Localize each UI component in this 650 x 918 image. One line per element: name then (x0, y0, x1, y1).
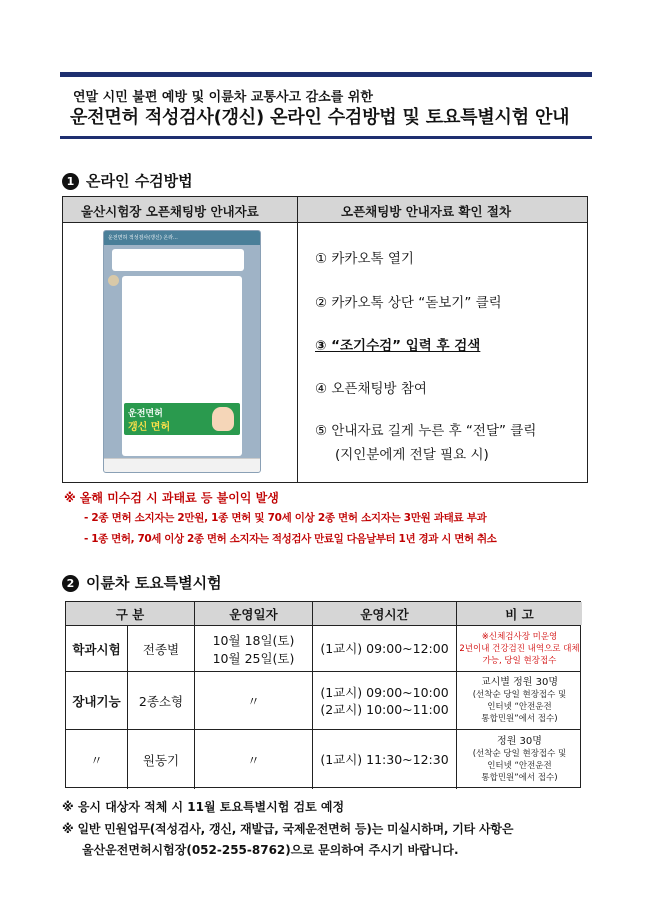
online-guide-table-header (63, 197, 587, 223)
remark-line: 교시별 정원 30명 (480, 676, 559, 688)
chat-image-banner (124, 403, 240, 435)
banner-line2: 갱신 면허 (128, 422, 171, 433)
row-subcategory: 2종소형 (128, 672, 195, 729)
section1-title: 온라인 수검방법 (86, 172, 193, 190)
time-line: (2교시) 10:00~11:00 (320, 701, 449, 717)
row-subcategory: 전종별 (128, 626, 195, 671)
penalty-warning-title: ※ 올해 미수검 시 과태료 등 불이익 발생 (64, 491, 279, 505)
col-header-procedure: 오픈채팅방 안내자료 확인 절차 (341, 204, 512, 219)
row-remarks (457, 730, 582, 789)
row-remarks (457, 672, 582, 729)
row-subcategory: 원동기 (128, 730, 195, 789)
section1-number: 1 (62, 173, 79, 190)
row-date: 〃 (195, 730, 313, 789)
remark-line: 통합민원”에서 접수) (481, 772, 558, 783)
header-subtitle: 연말 시민 불편 예방 및 이륜차 교통사고 감소를 위한 (73, 90, 373, 105)
saturday-exam-table (65, 601, 581, 788)
remark-line: 인터넷 “안전운전 (487, 760, 552, 771)
table-divider (297, 197, 298, 482)
row-time (313, 672, 457, 729)
section1-heading (62, 170, 193, 191)
section2-title: 이륜차 토요특별시험 (86, 574, 222, 592)
kakao-chat-screenshot (103, 230, 261, 473)
table-row (66, 730, 580, 789)
row-time (313, 730, 457, 789)
time-line: (1교시) 11:30~12:30 (320, 752, 449, 767)
remark-line: ※신체검사장 미운영 (481, 631, 558, 642)
chat-title-bar: 운전면허 적성검사(갱신) 온라... (104, 231, 260, 245)
row-remarks (457, 626, 582, 671)
row-date (195, 626, 313, 671)
date-line: 10월 25일(토) (212, 650, 295, 666)
step-5: ⑤ 안내자료 길게 누른 후 “전달” 클릭 (315, 423, 537, 439)
step-3: ③ “조기수검” 입력 후 검색 (315, 338, 481, 354)
footer-note-2: ※ 일반 민원업무(적성검사, 갱신, 재발급, 국제운전면허 등)는 미실시하며, 기타 사항은 (62, 822, 514, 836)
section2-heading (62, 572, 222, 593)
chat-input-bar (104, 458, 260, 472)
header-date: 운영일자 (195, 602, 313, 625)
header-category: 구 분 (66, 602, 195, 625)
chat-avatar (108, 275, 119, 286)
time-line: (1교시) 09:00~10:00 (320, 684, 449, 700)
step-4: ④ 오픈채팅방 참여 (315, 381, 427, 397)
row-category: 〃 (66, 730, 128, 789)
row-time (313, 626, 457, 671)
remark-line: (선착순 당일 현장접수 및 (472, 748, 567, 759)
table-header-row (66, 602, 580, 626)
row-date: 〃 (195, 672, 313, 729)
header-remarks: 비 고 (457, 602, 582, 625)
remark-line: 통합민원”에서 접수) (481, 713, 558, 724)
col-header-guide-material: 울산시험장 오픈채팅방 안내자료 (81, 204, 259, 219)
header-time: 운영시간 (313, 602, 457, 625)
step-1: ① 카카오톡 열기 (315, 251, 414, 267)
footer-note-3: 울산운전면허시험장(052-255-8762)으로 문의하여 주시기 바랍니다. (82, 843, 459, 857)
banner-line1: 운전면허 (128, 409, 163, 419)
remark-line: 2년이내 건강검진 내역으로 대체 (459, 643, 580, 654)
row-category: 장내기능 (66, 672, 128, 729)
table-row (66, 626, 580, 672)
time-line: (1교시) 09:00~12:00 (320, 641, 449, 656)
penalty-warning-line-2: - 1종 면허, 70세 이상 2종 면허 소지자는 적성검사 만료일 다음날부터 1년 경과 시 면허 취소 (84, 533, 497, 545)
header-top-rule (60, 72, 592, 77)
date-line: 10월 18일(토) (212, 632, 295, 648)
header-title: 운전면허 적성검사(갱신) 온라인 수검방법 및 토요특별시험 안내 (70, 107, 570, 128)
step-2: ② 카카오톡 상단 “돋보기” 클릭 (315, 295, 502, 311)
header-bottom-rule (60, 136, 592, 139)
remark-line: (선착순 당일 현장접수 및 (472, 689, 567, 700)
banner-person-image (212, 407, 234, 431)
table-row (66, 672, 580, 730)
chat-notice-bubble (112, 249, 244, 271)
remark-line: 인터넷 “안전운전 (487, 701, 552, 712)
remark-line: 가능, 당일 현장접수 (482, 655, 557, 666)
penalty-warning-line-1: - 2종 면허 소지자는 2만원, 1종 면허 및 70세 이상 2종 면허 소지자는 3만원 과태료 부과 (84, 512, 487, 524)
section2-number: 2 (62, 575, 79, 592)
row-category: 학과시험 (66, 626, 128, 671)
footer-note-1: ※ 응시 대상자 적체 시 11월 토요특별시험 검토 예정 (62, 800, 345, 814)
remark-line: 정원 30명 (497, 735, 542, 747)
step-5-note: (지인분에게 전달 필요 시) (335, 447, 489, 463)
